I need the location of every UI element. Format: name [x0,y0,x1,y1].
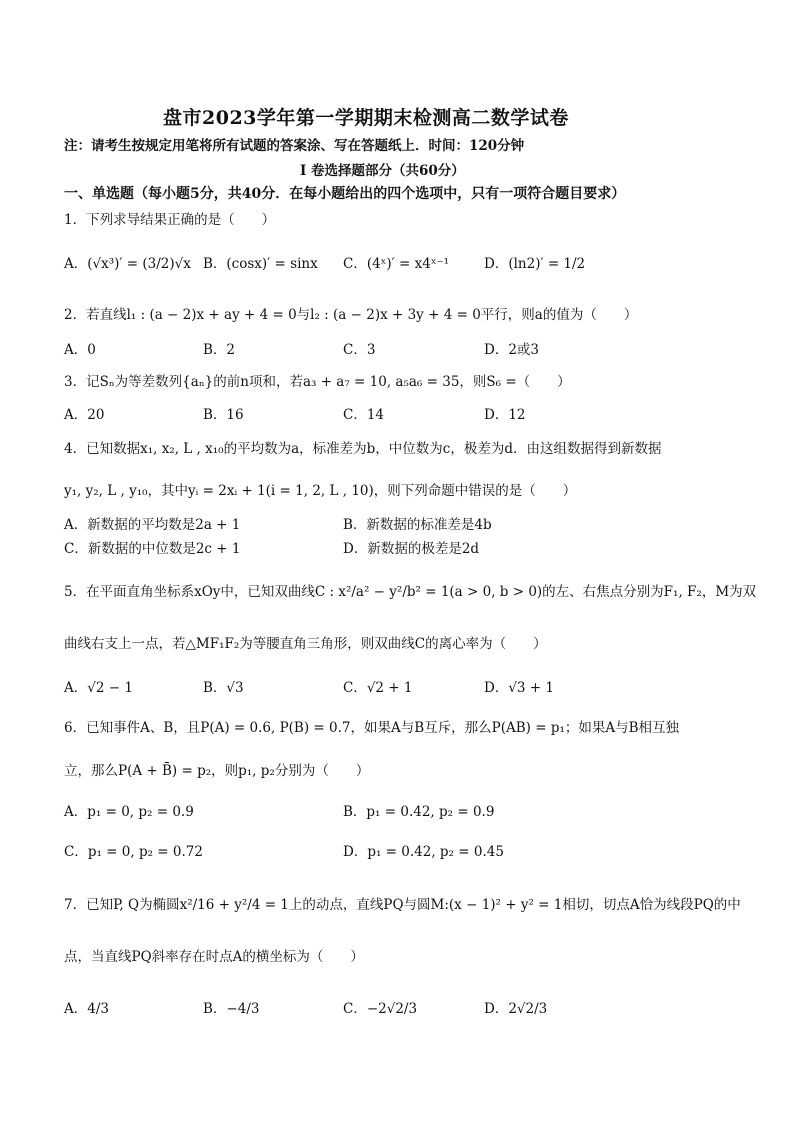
question-6-option-b: B．p₁ = 0.42, p₂ = 0.9 [343,804,495,820]
question-4-stem-line-1: 4．已知数据x₁, x₂, L , x₁₀的平均数为a，标准差为b，中位数为c，极差为d．由这组数据得到新数据 [64,441,662,457]
section-heading: 一、单选题（每小题5分，共40分．在每小题给出的四个选项中，只有一项符合题目要求） [64,186,626,202]
question-7-option-d: D．2√2/3 [484,1001,548,1017]
question-7-option-c: C．−2√2/3 [343,1001,418,1017]
question-5-option-d: D．√3 + 1 [484,680,554,696]
question-2-option-a: A．0 [64,342,96,358]
question-4-option-d: D．新数据的极差是2d [343,541,480,557]
question-6-option-d: D．p₁ = 0.42, p₂ = 0.45 [343,844,504,860]
question-7-option-b: B．−4/3 [203,1001,260,1017]
question-2-option-d: D．2或3 [484,342,540,358]
question-7-stem-line-1: 7．已知P, Q为椭圆x²/16 + y²/4 = 1上的动点，直线PQ与圆M:(x − 1)² + y² = 1相切，切点A恰为线段PQ的中 [64,897,741,913]
question-3-option-a: A．20 [64,407,105,423]
part-title: I 卷选择题部分（共60分） [300,163,465,179]
question-1-option-b: B．(cosx)′ = sinx [203,256,318,272]
question-6-stem-line-1: 6．已知事件A、B，且P(A) = 0.6, P(B) = 0.7，如果A与B互斥，那么P(AB) = p₁；如果A与B相互独 [64,720,680,736]
question-6-option-c: C．p₁ = 0, p₂ = 0.72 [64,844,203,860]
question-4-stem-line-2: y₁, y₂, L , y₁₀，其中yᵢ = 2xᵢ + 1(i = 1, 2, L , 10)，则下列命题中错误的是（ ） [64,483,577,499]
question-3-option-c: C．14 [343,407,385,423]
question-5-stem-line-2: 曲线右支上一点，若△MF₁F₂为等腰直角三角形，则双曲线C的离心率为（ ） [64,636,547,652]
question-5-stem-line-1: 5．在平面直角坐标系xOy中，已知双曲线C : x²/a² − y²/b² = 1(a > 0, b > 0)的左、右焦点分别为F₁, F₂，M为双 [64,584,757,600]
question-4-option-b: B．新数据的标准差是4b [343,517,492,533]
question-6-stem-line-2: 立，那么P(A + B̄) = p₂，则p₁, p₂分别为（ ） [64,763,370,779]
question-3-option-b: B．16 [203,407,244,423]
question-1-option-c: C．(4ˣ)′ = x4ˣ⁻¹ [343,256,450,272]
question-1-option-d: D．(ln2)′ = 1/2 [484,256,586,272]
question-5-option-c: C．√2 + 1 [343,680,413,696]
question-7-stem-line-2: 点，当直线PQ斜率存在时点A的横坐标为（ ） [64,949,364,965]
question-5-option-b: B．√3 [203,680,244,696]
question-2-option-b: B．2 [203,342,236,358]
question-2-option-c: C．3 [343,342,376,358]
question-6-option-a: A．p₁ = 0, p₂ = 0.9 [64,804,194,820]
question-4-option-a: A．新数据的平均数是2a + 1 [64,517,241,533]
exam-title: 盘市2023学年第一学期期末检测高二数学试卷 [163,107,569,129]
question-3-option-d: D．12 [484,407,526,423]
question-5-option-a: A．√2 − 1 [64,680,133,696]
question-1-option-a: A．(√x³)′ = (3/2)√x [64,256,191,272]
question-7-option-a: A．4/3 [64,1001,109,1017]
question-3-stem: 3．记Sₙ为等差数列{aₙ}的前n项和，若a₃ + a₇ = 10, a₅a₆ = 35，则S₆ =（ ） [64,374,571,390]
question-4-option-c: C．新数据的中位数是2c + 1 [64,541,241,557]
question-2-stem: 2．若直线l₁ : (a − 2)x + ay + 4 = 0与l₂ : (a − 2)x + 3y + 4 = 0平行，则a的值为（ ） [64,307,638,323]
exam-note: 注：请考生按规定用笔将所有试题的答案涂、写在答题纸上．时间：120分钟 [64,138,525,154]
question-1-stem: 1．下列求导结果正确的是（ ） [64,212,276,228]
